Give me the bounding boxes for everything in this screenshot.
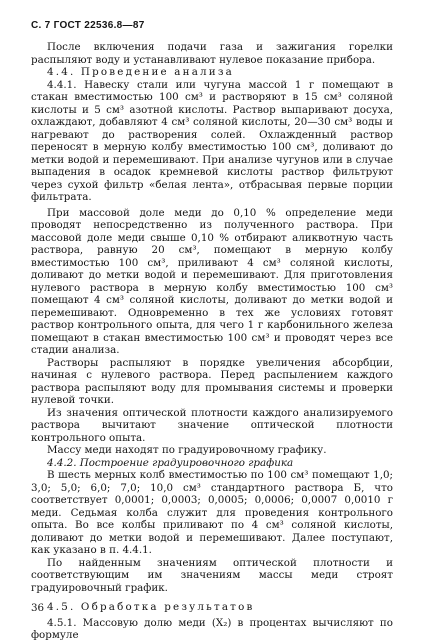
- subsection-heading-calibration: 4.4.2. Построение градуировочного графика: [47, 456, 294, 469]
- paragraph-six-flasks: В шесть мерных колб вместимостью по 100 см³ помещают 1,0; 3,0; 5,0; 6,0; 7,0; 10,0 см³ стандартного раствора Б, что соответствует 0,0001; 0,0003; 0,0005; 0,0006; 0,0007 0,0010 г меди. Седьмая колба служит для проведения контрольного опыта. Во все колбы приливают по 4 см³ соляной кислоты, доливают до метки водой и перемешивают. Далее поступают, как указано в п. 4.4.1.: [31, 469, 393, 556]
- paragraph-4-4-1: 4.4.1. Навеску стали или чугуна массой 1 г помещают в стакан вместимостью 100 см³ и растворяют в 15 см³ соляной кислоты и 5 см³ азотной кислоты. Раствор выпаривают досуха, охлаждают, добавляют 4 см³ соляной кислоты, 20—30 см³ воды и нагревают до растворения солей. Охлажденный раствор переносят в мерную колбу вместимостью 100 см³, доливают до метки водой и перемешивают. При анализе чугунов или в случае выпадения в осадок кремневой кислоты раствор фильтруют через сухой фильтр «белая лента», отбрасывая первые порции фильтрата.: [31, 78, 393, 203]
- section-heading-analysis: 4.4. Проведение анализа: [47, 66, 235, 78]
- paragraph-4-5-1: 4.5.1. Массовую долю меди (X₂) в процентах вычисляют по формуле: [31, 616, 393, 641]
- section-heading-processing: 4.5. Обработка результатов: [47, 601, 255, 613]
- running-header: С. 7 ГОСТ 22536.8—87: [31, 20, 145, 31]
- paragraph-calibration-mass: Массу меди находят по градуировочному графику.: [47, 444, 327, 456]
- paragraph-copper-fraction: При массовой доле меди до 0,10 % определение меди проводят непосредственно из полученного раствора. При массовой доле меди свыше 0,10 % отбирают аликвотную часть раствора, равную 20 см³, помещают в мерную колбу вместимостью 100 см³, приливают 4 см³ соляной кислоты, доливают до метки водой и перемешивают. Для приготовления нулевого раствора в мерную колбу вместимостью 100 см³ помещают 4 см³ соляной кислоты, доливают до метки водой и перемешивают. Одновременно в тех же условиях готовят раствор контрольного опыта, для чего 1 г карбонильного железа помещают в стакан вместимостью 100 см³ и проводят через все стадии анализа.: [31, 206, 393, 356]
- paragraph-optical-density: Из значения оптической плотности каждого анализируемого раствора вычитают значение оптической плотности контрольного опыта.: [31, 406, 393, 444]
- paragraph-gas-ignition: После включения подачи газа и зажигания горелки распыляют воду и устанавливают нулевое показание прибора.: [31, 41, 393, 66]
- paragraph-build-graph: По найденным значениям оптической плотности и соответствующим им значениям массы меди строят градуировочный график.: [31, 556, 393, 594]
- paragraph-spraying-order: Растворы распыляют в порядке увеличения абсорбции, начиная с нулевого раствора. Перед распылением каждого раствора распыляют воду для промывания системы и проверки нулевой точки.: [31, 356, 393, 406]
- body-text: [31, 41, 393, 642]
- page-number: 36: [31, 602, 45, 614]
